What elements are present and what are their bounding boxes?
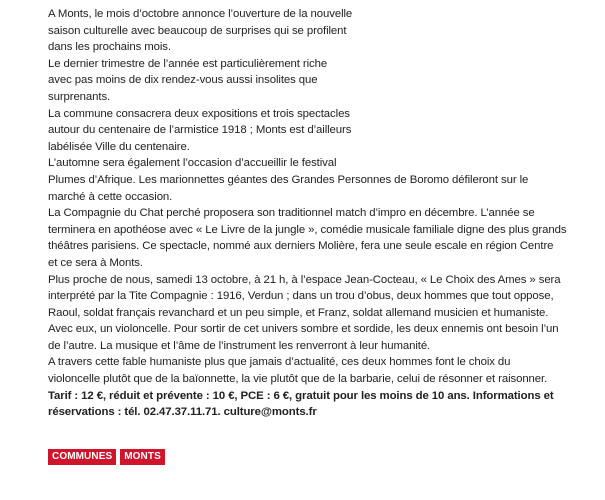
article-line: violoncelle plutôt que de la baïonnette, la vie plutôt que de la barbarie, celui de résonner et raisonner. <box>48 373 548 386</box>
article-line: terminera en apothéose avec « Le Livre de la jungle », comédie musicale familiale digne des plus grands <box>48 223 567 236</box>
article-line: et ce sera à Monts. <box>48 256 143 269</box>
article-line: Raoul, soldat français revanchard et un peu simple, et Franz, soldat allemand musicien et humaniste. <box>48 306 549 319</box>
article-line: surprenants. <box>48 90 111 103</box>
article-line: Plus proche de nous, samedi 13 octobre, à 21 h, à l’espace Jean-Cocteau, « Le Choix des Ames » sera <box>48 273 561 286</box>
tag-monts[interactable]: MONTS <box>120 449 165 465</box>
pricing-info-line: Tarif : 12 €, réduit et prévente : 10 €, PCE : 6 €, gratuit pour les moins de 10 ans. Informations et <box>48 389 554 402</box>
article-line: A travers cette fable humaniste plus que jamais d’actualité, ces deux hommes font le choix du <box>48 356 511 369</box>
article-body <box>48 6 600 421</box>
article-line: Le dernier trimestre de l’année est particulièrement riche <box>48 57 328 70</box>
article-line: La Compagnie du Chat perché proposera son traditionnel match d’impro en décembre. L’année se <box>48 207 535 220</box>
article-line: saison culturelle avec beaucoup de surprises qui se profilent <box>48 24 347 37</box>
tag-communes[interactable]: COMMUNES <box>48 449 116 465</box>
article-line: marché à cette occasion. <box>48 190 173 203</box>
tag-list <box>48 449 165 465</box>
article-line: labélisée Ville du centenaire. <box>48 140 190 153</box>
article-line: de l’autre. La musique et l’âme de l’instrument les renverront à leur humanité. <box>48 339 431 352</box>
article-line: dans les prochains mois. <box>48 41 171 54</box>
article-line: L’automne sera également l’occasion d’accueillir le festival <box>48 157 337 170</box>
article-line: avec pas moins de dix rendez-vous aussi insolites que <box>48 74 318 87</box>
article-line: autour du centenaire de l’armistice 1918 ; Monts est d’ailleurs <box>48 124 352 137</box>
article-line: A Monts, le mois d’octobre annonce l’ouverture de la nouvelle <box>48 8 353 20</box>
article-line: théâtres parisiens. Ce spectacle, nommé aux derniers Molière, fera une seule escale en région Centre <box>48 240 554 253</box>
article-line: La commune consacrera deux expositions et trois spectacles <box>48 107 350 120</box>
article-line: Plumes d’Afrique. Les marionnettes géantes des Grandes Personnes de Boromo défileront sur le <box>48 173 529 186</box>
article-line: Avec eux, un violoncelle. Pour sortir de cet univers sombre et sordide, les deux ennemis ont besoin l’un <box>48 323 559 336</box>
article-line: interprété par la Tite Compagnie : 1916, Verdun ; dans un trou d’obus, deux hommes que tout oppose, <box>48 290 554 303</box>
contact-info-line: réservations : tél. 02.47.37.11.71. culture@monts.fr <box>48 406 317 419</box>
